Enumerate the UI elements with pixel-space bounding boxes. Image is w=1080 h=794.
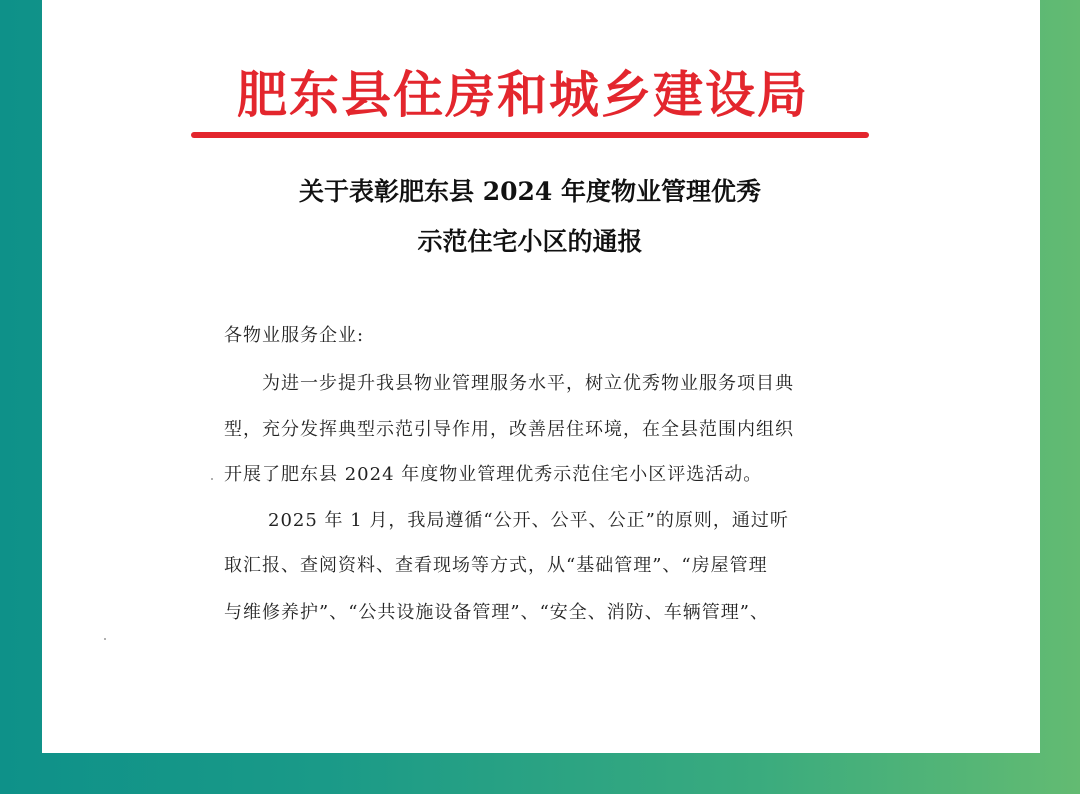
scan-speck bbox=[104, 638, 106, 640]
body-line-1: 为进一步提升我县物业管理服务水平，树立优秀物业服务项目典 bbox=[262, 373, 794, 394]
body-line-2: 型，充分发挥典型示范引导作用，改善居住环境，在全县范围内组织 bbox=[224, 419, 794, 440]
salutation: 各物业服务企业: bbox=[224, 325, 365, 346]
letterhead-title: 肥东县住房和城乡建设局 bbox=[237, 65, 809, 124]
document-title-line-2: 示范住宅小区的通报 bbox=[417, 227, 643, 256]
body-line-5: 取汇报、查阅资料、查看现场等方式，从“基础管理”、“房屋管理 bbox=[224, 555, 768, 576]
body-line-6: 与维修养护”、“公共设施设备管理”、“安全、消防、车辆管理”、 bbox=[224, 602, 770, 623]
letterhead-red-rule bbox=[191, 132, 869, 138]
scan-speck bbox=[211, 478, 213, 480]
document-title-line-1: 关于表彰肥东县 2024 年度物业管理优秀 bbox=[299, 177, 761, 206]
body-line-3: 开展了肥东县 2024 年度物业管理优秀示范住宅小区评选活动。 bbox=[224, 464, 763, 485]
body-line-4: 2025 年 1 月，我局遵循“公开、公平、公正”的原则，通过听 bbox=[268, 510, 789, 531]
